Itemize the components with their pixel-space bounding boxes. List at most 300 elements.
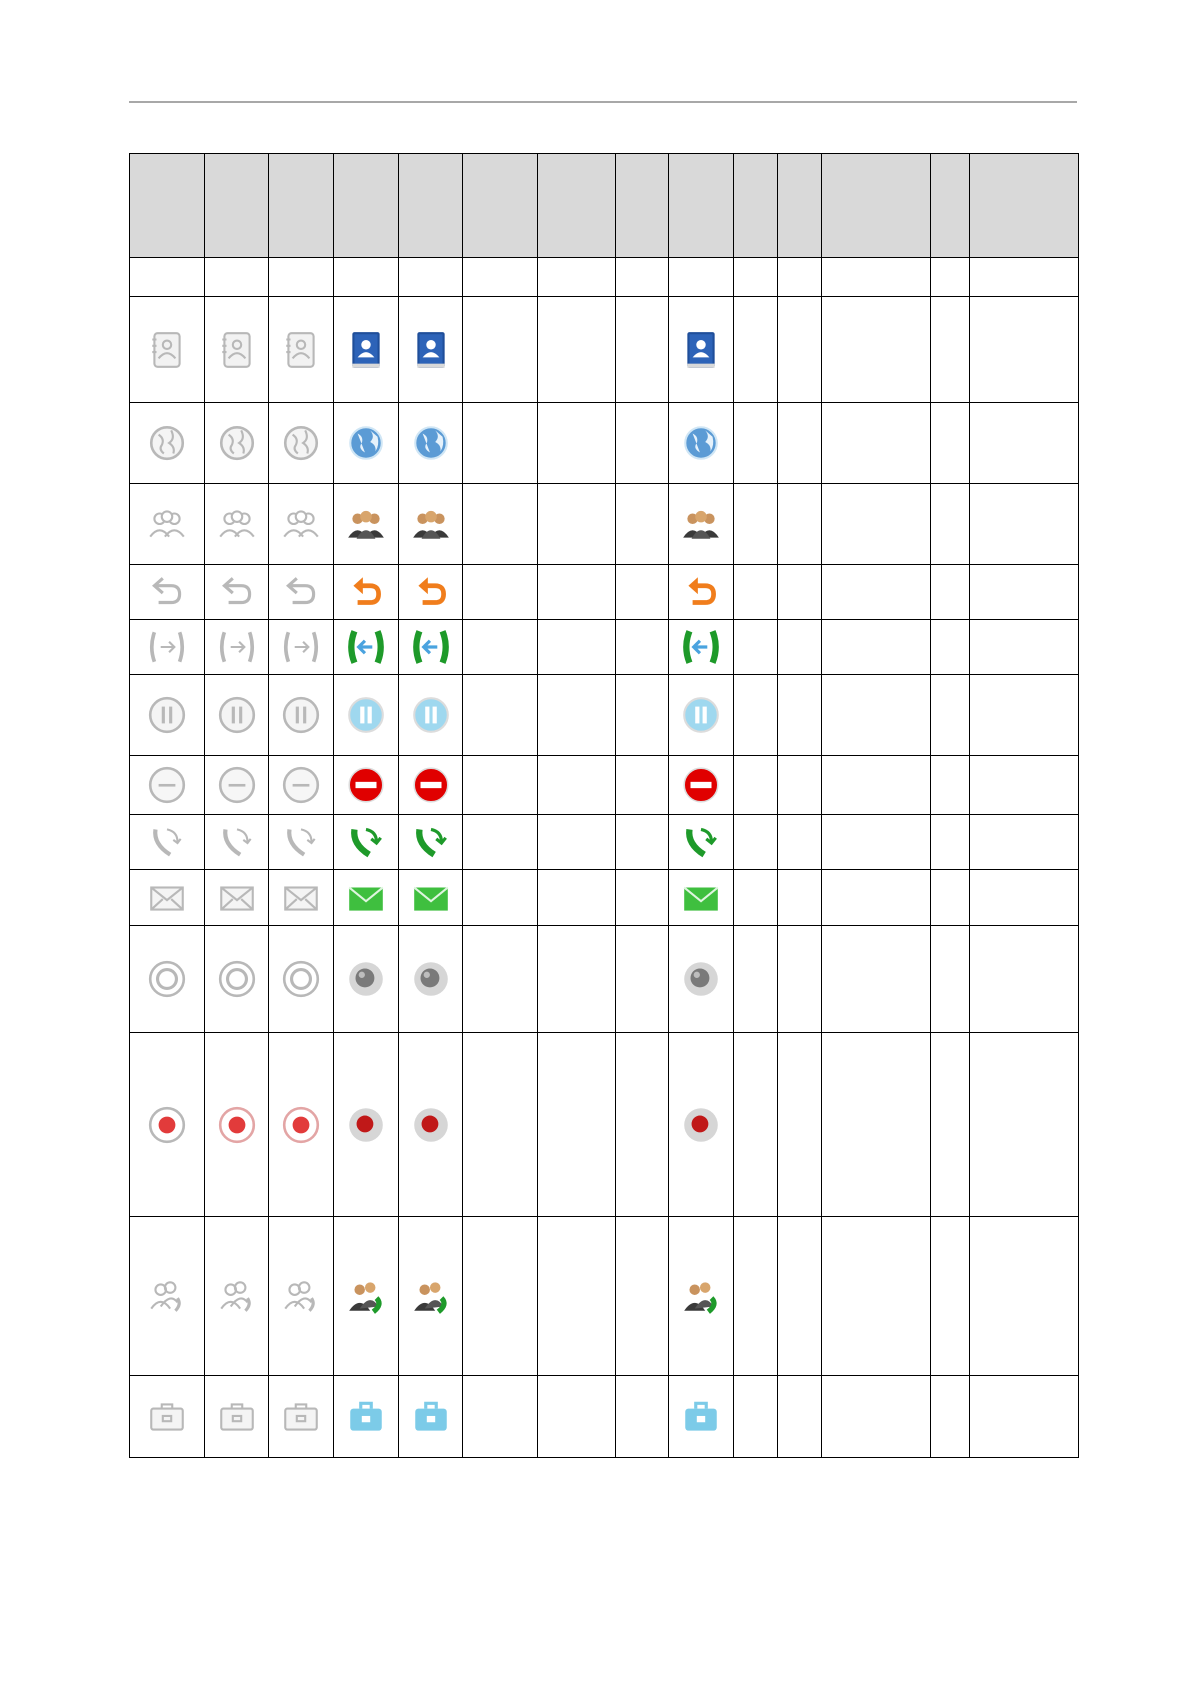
pause-icon [334, 694, 398, 736]
table-cell [334, 620, 399, 675]
record-button-icon [205, 958, 268, 1000]
group-icon [334, 503, 398, 545]
back-arrow-icon [205, 571, 268, 613]
callback-phone-icon [205, 821, 268, 863]
briefcase-icon [399, 1396, 462, 1438]
table-cell [734, 675, 778, 756]
recording-icon [269, 1104, 333, 1146]
table-cell [734, 756, 778, 815]
table-cell [269, 926, 334, 1033]
header-cell-1 [205, 154, 269, 258]
recording-icon [205, 1104, 268, 1146]
table-cell [538, 1217, 616, 1376]
table-cell [734, 815, 778, 870]
table-cell [931, 756, 970, 815]
table-cell [269, 1217, 334, 1376]
table-cell [463, 926, 538, 1033]
table-cell [334, 1033, 399, 1217]
subheader-cell-5 [463, 258, 538, 297]
table-cell [130, 756, 205, 815]
table-cell [538, 620, 616, 675]
table-cell [734, 403, 778, 484]
stop-icon [399, 764, 462, 806]
table-cell [399, 297, 463, 403]
table-cell [778, 1033, 822, 1217]
table-cell [399, 1033, 463, 1217]
transfer-phone-icon [399, 626, 462, 668]
table-cell [538, 870, 616, 926]
record-button-icon [669, 958, 733, 1000]
table-cell [205, 870, 269, 926]
recording-icon [669, 1104, 733, 1146]
table-cell [130, 815, 205, 870]
table-cell [205, 1217, 269, 1376]
subheader-cell-12 [931, 258, 970, 297]
table-cell [822, 926, 931, 1033]
briefcase-icon [269, 1396, 333, 1438]
table-cell [669, 297, 734, 403]
transfer-phone-icon [130, 626, 204, 668]
table-cell [463, 1376, 538, 1458]
header-cell-0 [130, 154, 205, 258]
table-cell [931, 1033, 970, 1217]
stop-icon [130, 764, 204, 806]
back-arrow-icon [669, 571, 733, 613]
table-cell [399, 675, 463, 756]
subheader-cell-3 [334, 258, 399, 297]
table-cell [205, 675, 269, 756]
pause-icon [269, 694, 333, 736]
table-cell [205, 297, 269, 403]
table-cell [734, 1033, 778, 1217]
table-cell [399, 403, 463, 484]
globe-icon [399, 422, 462, 464]
table-cell [269, 675, 334, 756]
directory-icon [399, 329, 462, 371]
conference-call-icon [399, 1275, 462, 1317]
table-cell [205, 1376, 269, 1458]
record-button-icon [269, 958, 333, 1000]
table-cell [734, 297, 778, 403]
table-cell [205, 403, 269, 484]
table-cell [931, 1217, 970, 1376]
table-cell [778, 297, 822, 403]
table-cell [205, 815, 269, 870]
header-cell-6 [538, 154, 616, 258]
header-cell-8 [669, 154, 734, 258]
table-cell [616, 1033, 669, 1217]
table-cell [669, 675, 734, 756]
subheader-cell-2 [269, 258, 334, 297]
table-cell [538, 815, 616, 870]
table-cell [734, 1217, 778, 1376]
table-cell [463, 815, 538, 870]
table-cell [334, 403, 399, 484]
subheader-cell-4 [399, 258, 463, 297]
table-cell [931, 675, 970, 756]
table-cell [734, 870, 778, 926]
table-cell [669, 565, 734, 620]
table-cell [778, 926, 822, 1033]
table-cell [463, 297, 538, 403]
table-cell [669, 756, 734, 815]
callback-phone-icon [130, 821, 204, 863]
table-cell [778, 756, 822, 815]
globe-icon [130, 422, 204, 464]
table-cell [399, 620, 463, 675]
table-cell [616, 756, 669, 815]
header-rule [129, 101, 1077, 103]
table-cell [778, 1217, 822, 1376]
table-cell [205, 926, 269, 1033]
transfer-phone-icon [669, 626, 733, 668]
table-cell [669, 620, 734, 675]
subheader-cell-9 [734, 258, 778, 297]
table-cell [463, 756, 538, 815]
table-cell [669, 815, 734, 870]
table-cell [970, 815, 1079, 870]
table-cell [616, 870, 669, 926]
table-cell [931, 1376, 970, 1458]
table-cell [734, 926, 778, 1033]
envelope-icon [399, 877, 462, 919]
conference-call-icon [130, 1275, 204, 1317]
table-cell [970, 484, 1079, 565]
table-cell [931, 620, 970, 675]
table-cell [269, 484, 334, 565]
table-cell [778, 870, 822, 926]
table-cell [970, 297, 1079, 403]
table-cell [399, 1217, 463, 1376]
table-cell [334, 1376, 399, 1458]
pause-icon [399, 694, 462, 736]
envelope-icon [334, 877, 398, 919]
envelope-icon [130, 877, 204, 919]
table-cell [931, 870, 970, 926]
table-cell [822, 870, 931, 926]
table-cell [269, 815, 334, 870]
conference-call-icon [205, 1275, 268, 1317]
table-cell [334, 484, 399, 565]
table-cell [822, 756, 931, 815]
subheader-cell-7 [616, 258, 669, 297]
callback-phone-icon [399, 821, 462, 863]
table-cell [970, 620, 1079, 675]
recording-icon [399, 1104, 462, 1146]
group-icon [130, 503, 204, 545]
back-arrow-icon [334, 571, 398, 613]
table-row [130, 297, 1079, 403]
globe-icon [205, 422, 268, 464]
header-cell-2 [269, 154, 334, 258]
table-cell [334, 1217, 399, 1376]
table-cell [334, 870, 399, 926]
table-row [130, 1033, 1079, 1217]
subheader-cell-6 [538, 258, 616, 297]
table-cell [970, 756, 1079, 815]
table-cell [130, 403, 205, 484]
envelope-icon [669, 877, 733, 919]
callback-phone-icon [334, 821, 398, 863]
table-cell [970, 403, 1079, 484]
globe-icon [269, 422, 333, 464]
group-icon [399, 503, 462, 545]
table-cell [669, 1217, 734, 1376]
table-cell [778, 620, 822, 675]
table-cell [616, 926, 669, 1033]
table-cell [130, 1217, 205, 1376]
table-cell [970, 675, 1079, 756]
table-row [130, 815, 1079, 870]
subheader-cell-10 [778, 258, 822, 297]
table-cell [669, 484, 734, 565]
table-cell [399, 870, 463, 926]
table-cell [734, 565, 778, 620]
record-button-icon [399, 958, 462, 1000]
directory-icon [269, 329, 333, 371]
table-cell [538, 675, 616, 756]
table-cell [734, 1376, 778, 1458]
globe-icon [669, 422, 733, 464]
table-cell [931, 297, 970, 403]
table-cell [538, 1376, 616, 1458]
subheader-cell-1 [205, 258, 269, 297]
globe-icon [334, 422, 398, 464]
table-cell [538, 403, 616, 484]
table-cell [269, 297, 334, 403]
header-cell-3 [334, 154, 399, 258]
envelope-icon [269, 877, 333, 919]
directory-icon [205, 329, 268, 371]
briefcase-icon [130, 1396, 204, 1438]
directory-icon [669, 329, 733, 371]
stop-icon [669, 764, 733, 806]
table-cell [463, 1033, 538, 1217]
table-cell [130, 1033, 205, 1217]
recording-icon [130, 1104, 204, 1146]
table-cell [463, 870, 538, 926]
table-cell [463, 620, 538, 675]
table-cell [269, 403, 334, 484]
table-cell [931, 484, 970, 565]
table-cell [822, 1376, 931, 1458]
briefcase-icon [205, 1396, 268, 1438]
directory-icon [334, 329, 398, 371]
table-cell [205, 1033, 269, 1217]
table-row [130, 1376, 1079, 1458]
table-row [130, 756, 1079, 815]
table-cell [669, 926, 734, 1033]
table-cell [130, 675, 205, 756]
table-cell [822, 675, 931, 756]
group-icon [269, 503, 333, 545]
table-cell [269, 870, 334, 926]
subheader-cell-13 [970, 258, 1079, 297]
header-cell-10 [778, 154, 822, 258]
transfer-phone-icon [334, 626, 398, 668]
stop-icon [334, 764, 398, 806]
pause-icon [669, 694, 733, 736]
table-cell [970, 870, 1079, 926]
table-cell [931, 565, 970, 620]
table-cell [269, 756, 334, 815]
table-cell [130, 870, 205, 926]
pause-icon [130, 694, 204, 736]
table-cell [616, 297, 669, 403]
table-cell [205, 565, 269, 620]
table-cell [970, 926, 1079, 1033]
table-cell [269, 1376, 334, 1458]
table-cell [463, 403, 538, 484]
table-cell [399, 926, 463, 1033]
table-cell [130, 484, 205, 565]
table-cell [778, 403, 822, 484]
header-cell-12 [931, 154, 970, 258]
table-cell [205, 756, 269, 815]
table-cell [616, 403, 669, 484]
callback-phone-icon [269, 821, 333, 863]
table-row [130, 403, 1079, 484]
transfer-phone-icon [205, 626, 268, 668]
back-arrow-icon [130, 571, 204, 613]
table-cell [538, 756, 616, 815]
table-cell [616, 565, 669, 620]
table-cell [399, 815, 463, 870]
table-cell [399, 565, 463, 620]
table-cell [205, 620, 269, 675]
table-cell [616, 1217, 669, 1376]
group-icon [205, 503, 268, 545]
table-cell [269, 1033, 334, 1217]
table-cell [616, 484, 669, 565]
table-cell [334, 297, 399, 403]
table-cell [822, 1033, 931, 1217]
table-cell [778, 484, 822, 565]
table-cell [538, 297, 616, 403]
pause-icon [205, 694, 268, 736]
table-cell [822, 297, 931, 403]
table-cell [970, 1033, 1079, 1217]
icon-table [129, 153, 1079, 1458]
table-cell [931, 403, 970, 484]
directory-icon [130, 329, 204, 371]
table-row [130, 620, 1079, 675]
table-cell [130, 1376, 205, 1458]
table-cell [205, 484, 269, 565]
table-cell [669, 1033, 734, 1217]
table-cell [463, 675, 538, 756]
table-cell [931, 926, 970, 1033]
table-cell [669, 870, 734, 926]
table-cell [931, 815, 970, 870]
subheader-cell-11 [822, 258, 931, 297]
table-cell [130, 297, 205, 403]
table-cell [130, 565, 205, 620]
table-cell [778, 675, 822, 756]
table-cell [822, 565, 931, 620]
table-cell [822, 815, 931, 870]
header-cell-13 [970, 154, 1079, 258]
table-cell [334, 926, 399, 1033]
table-cell [399, 1376, 463, 1458]
record-button-icon [130, 958, 204, 1000]
briefcase-icon [669, 1396, 733, 1438]
table-cell [778, 815, 822, 870]
subheader-cell-0 [130, 258, 205, 297]
back-arrow-icon [269, 571, 333, 613]
table-cell [269, 620, 334, 675]
header-cell-4 [399, 154, 463, 258]
table-subheader-row [130, 258, 1079, 297]
table-cell [130, 620, 205, 675]
table-cell [734, 484, 778, 565]
table-cell [616, 815, 669, 870]
table-cell [616, 675, 669, 756]
table-cell [399, 484, 463, 565]
back-arrow-icon [399, 571, 462, 613]
stop-icon [205, 764, 268, 806]
table-row [130, 926, 1079, 1033]
table-cell [399, 756, 463, 815]
table-cell [970, 1217, 1079, 1376]
table-row [130, 675, 1079, 756]
callback-phone-icon [669, 821, 733, 863]
group-icon [669, 503, 733, 545]
table-cell [616, 1376, 669, 1458]
table-cell [734, 620, 778, 675]
header-cell-5 [463, 154, 538, 258]
table-cell [822, 620, 931, 675]
table-cell [538, 565, 616, 620]
header-cell-9 [734, 154, 778, 258]
table-row [130, 870, 1079, 926]
table-cell [334, 565, 399, 620]
table-cell [130, 926, 205, 1033]
table-cell [538, 926, 616, 1033]
recording-icon [334, 1104, 398, 1146]
table-row [130, 484, 1079, 565]
table-cell [538, 1033, 616, 1217]
table-row [130, 565, 1079, 620]
transfer-phone-icon [269, 626, 333, 668]
table-cell [269, 565, 334, 620]
conference-call-icon [334, 1275, 398, 1317]
table-cell [669, 1376, 734, 1458]
table-cell [669, 403, 734, 484]
table-cell [822, 1217, 931, 1376]
table-cell [463, 565, 538, 620]
table-cell [970, 1376, 1079, 1458]
header-cell-11 [822, 154, 931, 258]
table-cell [970, 565, 1079, 620]
briefcase-icon [334, 1396, 398, 1438]
table-cell [334, 756, 399, 815]
table-cell [334, 675, 399, 756]
stop-icon [269, 764, 333, 806]
envelope-icon [205, 877, 268, 919]
conference-call-icon [669, 1275, 733, 1317]
table-header-row [130, 154, 1079, 258]
table-cell [616, 620, 669, 675]
table-cell [334, 815, 399, 870]
table-cell [463, 1217, 538, 1376]
conference-call-icon [269, 1275, 333, 1317]
table-cell [538, 484, 616, 565]
table-cell [778, 565, 822, 620]
table-row [130, 1217, 1079, 1376]
header-cell-7 [616, 154, 669, 258]
subheader-cell-8 [669, 258, 734, 297]
